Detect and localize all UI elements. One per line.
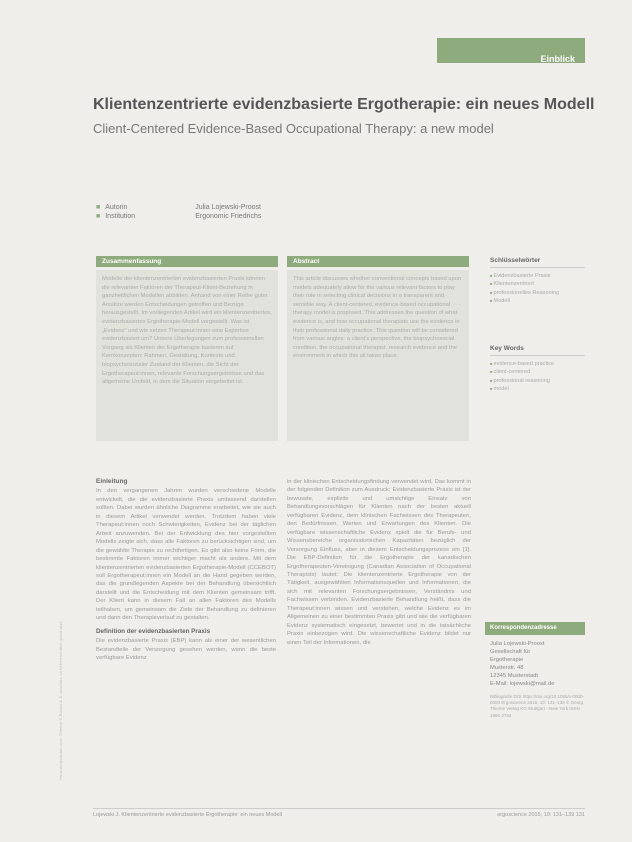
keyword-item: ■ client-centered	[490, 368, 585, 376]
body-paragraph: In den vergangenen Jahren wurden verschiedene Modelle entwickelt, die die evidenzbasierte Praxis umfassend darstellen sollten. Dabei wurden ähnliche Diagramme erarbeitet, wie sie auch in diesem Artikel verwendet werden. Trotzdem haben viele Therapeut:innen noch Schwierigkeiten, Evidenz bei der täglichen Arbeit anzuwenden. Bei der Entwicklung des hier vorgestellten Modells zeigte sich, dass alle Faktoren zu berücksichtigen sind, um die gewählte Therapie zu rechtfertigen. Es gibt also keine Form, die bestimmte Faktoren immer wichtiger macht als andere. Mit dem klientenzentrierten evidenzbasierten Ergotherapie-Modell (CCEBOT) soll Ergotherapeut:innen ein Modell an die Hand gegeben werden, das die grundlegenden Aspekte bei der Behandlung übersichtlich darstellt und die Entscheidung mit dem Klienten gemeinsam trifft. Der Klient kann in diesem Fall an allen Faktoren des Modells teilhaben, um gemeinsam die Ziele der Behandlung zu definieren und dann den Therapieverlauf zu gestalten.	[96, 488, 276, 622]
keywords-de-block	[490, 257, 585, 306]
body-column-left	[96, 478, 276, 803]
meta-value: Julia Lojewski-Proost	[195, 204, 261, 211]
bullet-icon: ■	[96, 204, 101, 211]
section-heading: Definition der evidenzbasierten Praxis	[96, 627, 211, 635]
correspondence-heading: Korrespondenzadresse	[485, 622, 585, 635]
meta-label: Autorin	[105, 204, 128, 211]
keywords-en-block	[490, 345, 585, 394]
meta-institution-row	[96, 213, 261, 220]
bibliography-note: Bibliografie DOI https://doi.org/10.1055/s-0000-0000 Ergoscience 2015; 10: 131–139 © Georg Thieme Verlag KG Stuttgart · New York ISSN 1860-2754	[490, 694, 585, 718]
keyword-item: ■ Klientenzentriert	[490, 280, 585, 288]
vertical-download-note: Heruntergeladen von: Thieme E-Books & E-Journals. Urheberrechtlich geschützt.	[58, 620, 63, 780]
section-tag: Einblick	[437, 38, 585, 63]
abstract-box	[287, 270, 469, 441]
footer-divider	[93, 808, 585, 809]
zusammenfassung-heading: Zusammenfassung	[96, 256, 278, 267]
correspondence-line: Musterstr. 48	[490, 665, 524, 671]
meta-value: Ergonomic Friedrichs	[195, 213, 262, 220]
zusammenfassung-text: Modelle der klientenzentrierten evidenzbasierten Praxis können die relevanten Faktoren der Therapeut-Klient-Beziehung in ganzheitlichen Modellen abbilden. Anhand von einer Reihe guter Ansätze werden Entscheidungen getroffen und Bezüge herausgestellt. Im vorliegenden Artikel wird ein klientenzentriertes, evidenzbasiertes Ergotherapie-Modell vorgestellt. Was ist „Evidenz“ und wie setzen Therapeut:innen eine Expertise evidenzbasiert um? Unsere Überlegungen zum professionellen Vorgang als Klienten der Ergotherapie basieren auf Kernkonzepten: Rahmen, Gestaltung, Kontexte und biopsychosozialer Zustand der Klienten, die Sicht der Ergotherapeut:innen, relevante Forschungsergebnisse und das allgemeine Umfeld, in dem die Situation eingebettet ist.	[102, 276, 272, 386]
footer-journal: ergoscience 2015; 10: 131–139 131	[497, 812, 585, 818]
keywords-de-heading: Schlüsselwörter	[490, 257, 541, 264]
bullet-icon: ■	[96, 213, 101, 220]
keyword-item: ■ Evidenzbasierte Praxis	[490, 272, 585, 280]
section-heading: Einleitung	[96, 478, 128, 485]
keyword-item: ■ professional reasoning	[490, 377, 585, 385]
correspondence-email[interactable]: E-Mail: lojewski@mail.de	[490, 681, 555, 687]
title-english: Client-Centered Evidence-Based Occupational Therapy: a new model	[93, 121, 494, 136]
keywords-en-heading: Key Words	[490, 345, 524, 352]
correspondence-line: 12345 Musterstadt	[490, 673, 539, 679]
divider	[490, 355, 585, 356]
correspondence-block	[490, 640, 585, 719]
body-column-right	[287, 478, 471, 803]
correspondence-line: Ergotherapie	[490, 657, 524, 663]
abstract-heading: Abstract	[287, 256, 469, 267]
meta-label: Institution	[105, 213, 136, 220]
correspondence-line: Julia Lojewski-Proost	[490, 641, 545, 647]
zusammenfassung-box	[96, 270, 278, 441]
keyword-item: ■ professionelles Reasoning	[490, 289, 585, 297]
body-paragraph: in der klinischen Entscheidungsfindung verwendet wird. Das kommt in der folgenden Definition zum Ausdruck: Evidenzbasierte Praxis ist der bewusste, explizite und umsichtige Einsatz von Behandlungsvorschlägen für Klienten nach der besten aktuell verfügbaren Evidenz, dem klinischen Fachwissen des Therapeuten, den Bedürfnissen, Werten und Erwartungen des Klienten. Die verfügbare wissenschaftliche Evidenz spielt die für Berufs- und Wissensbereiche organisatorischen Kapazitäten bezüglich der Versorgung Einfluss, aber in diesem Entscheidungsprozess ein [1]. Die EBP-Definition für die Ergotherapie der kanadischen Ergotherapeuten-Vereinigung (Canadian Association of Occupational Therapists) lautet: Die klientenzentrierte Ergotherapie von der Tätigkeit, ausgewählten Informationsquellen und Informationen, die sich mit relevanten Forschungsergebnissen, Verständnis und Fachwissen verbinden. Evidenzbasierte Behandlung heißt, dass die Therapeut:innen wissen und verstehen, welche Evidenz es im Allgemeinen zu einer bestimmten Praxis gibt und wie die verfügbaren Evidenz systematisch eingesetzt, bewertet und in die tatsächliche Praxis einbezogen wird. Die wissenschaftliche Evidenz bildet nur einen Teil der Informationen, die	[287, 479, 471, 646]
footer-citation: Lojewski J. Klientenzentrierte evidenzbasierte Ergotherapie: ein neues Modell	[93, 812, 282, 818]
correspondence-line: Gesellschaft für	[490, 649, 531, 655]
abstract-text: This article discusses whether conventional concepts based upon models adequately allow for the various relevant factors to play their role in selecting clinical decisions in a transparent and sensible way. A client-centered, evidence-based occupational therapy model is proposed. This addresses the question of what evidence is, and how occupational therapists use the evidence in their professional daily practice. This question will be considered from various angles: a client's perspective, the biopsychosocial condition, the occupational therapist, research evidence and the environment in which this all takes place.	[293, 276, 462, 360]
title-german: Klientenzentrierte evidenzbasierte Ergotherapie: ein neues Modell	[93, 96, 595, 113]
body-paragraph: Die evidenzbasierte Praxis (EBP) kann als einer der wesentlichen Bestandteile der Versorgung gesehen werden, wenn die beste verfügbare Evidenz	[96, 638, 276, 662]
keyword-item: ■ evidence-based practice	[490, 360, 585, 368]
keyword-item: ■ model	[490, 385, 585, 393]
meta-author-row	[96, 204, 261, 211]
keyword-item: ■ Modell	[490, 297, 585, 305]
divider	[490, 267, 585, 268]
